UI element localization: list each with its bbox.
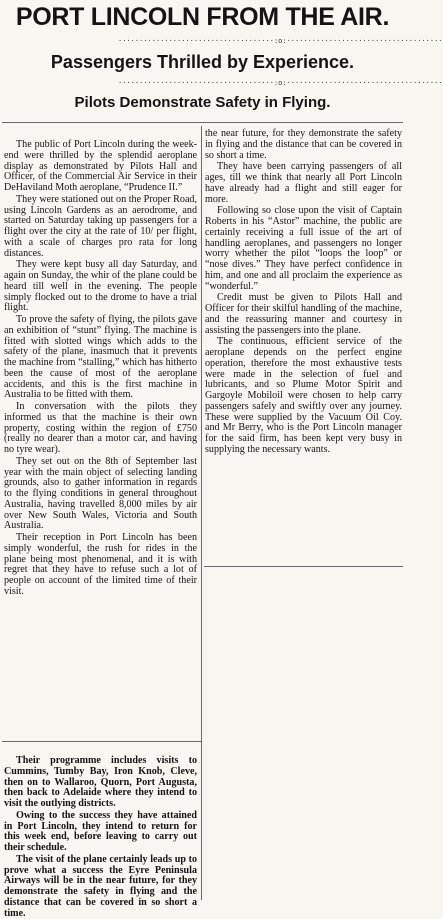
article-paragraph: Their programme includes visits to Cummins, Tumby Bay, Iron Knob, Cleve, then on to Wallaroo, Quorn, Port Augusta, then back to Adelaide where they intend to visit the outlying districts. bbox=[4, 755, 197, 809]
section-divider: ·····································:o:····································· bbox=[118, 37, 443, 45]
article-paragraph: the near future, for they demonstrate the safety in flying and the distance that can be covered in so short a time. bbox=[205, 128, 402, 161]
article-column-right bbox=[205, 129, 402, 559]
article-paragraph: Owing to the success they have attained in Port Lincoln, they intend to return for this week end, before leaving to carry out their schedule. bbox=[4, 809, 197, 853]
column-break-rule bbox=[2, 741, 201, 742]
article-paragraph: The continuous, efficient service of the aeroplane depends on the perfect engine operation, therefore the most exhaustive tests were made in the selection of fuel and lubricants, and so Plume Motor Spirit and Gargoyle Mobiloil were chosen to help carry passengers safely and swiftly over any journey. These were supplied by the Vacuum Oil Coy. and Mr Berry, who is the Port Lincoln manager for the said firm, has been kept very busy in supplying the necessary wants. bbox=[205, 336, 402, 455]
article-column-left bbox=[4, 140, 197, 730]
article-paragraph: They were kept busy all day Saturday, and again on Sunday, the whir of the plane could be heard till well in the evening. The people simply flocked out to the drome to have a trial flight. bbox=[4, 259, 197, 314]
article-paragraph: Following so close upon the visit of Captain Roberts in his “Astor” machine, the public are certainly receiving a full issue of the art of handling aeroplanes, and passengers no longer worry whether the pilot “loops the loop” or “nose dives.” They have perfect confidence in him, and one and all proclaim the experience as “wonderful.” bbox=[205, 205, 402, 292]
column-end-rule bbox=[204, 566, 403, 567]
article-paragraph: Their reception in Port Lincoln has been simply wonderful, the rush for rides in the plane being most phenomenal, and it is with regret that they have to refuse such a lot of people on account of the limited time of their visit. bbox=[4, 532, 197, 597]
article-paragraph: Credit must be given to Pilots Hall and Officer for their skilful handling of the machine, and the reassuring manner and courtesy in assisting the passengers into the plane. bbox=[205, 292, 402, 336]
article-lead bbox=[4, 140, 197, 314]
article-paragraph: In conversation with the pilots they informed us that the machine is their own property, costing within the region of £750 (really no dearer than a motor car, and having no tyre wear). bbox=[4, 401, 197, 455]
article-paragraph: They set out on the 8th of September last year with the main object of selecting landing grounds, also to gather information in regards to the flying conditions in general throughout Australia, having travelled 8,000 miles by air over New South Wales, Victoria and South Australia. bbox=[4, 455, 197, 532]
article-paragraph: The public of Port Lincoln during the week-end were thrilled by the splendid aeroplane display as demonstrated by Pilots Hall and Officer, of the Commercial Air Service in their DeHaviland Moth aeroplane, “Prudence II.” bbox=[4, 139, 197, 193]
subheadline-secondary: Pilots Demonstrate Safety in Flying. bbox=[74, 94, 331, 111]
article-paragraph: They were stationed out on the Proper Road, using Lincoln Gardens as an aerodrome, and started on Saturday taking up passengers for a flight over the city at the rate of 10/ per flight, with a scale of charges pro rata for long distances. bbox=[4, 193, 197, 259]
headline: PORT LINCOLN FROM THE AIR. bbox=[15, 3, 390, 31]
article-paragraph: To prove the safety of flying, the pilots gave an exhibition of “stunt” flying. The machine is fitted with slotted wings which adds to the safety of the plane, inasmuch that it prevents the machine from “stalling,” which has hitherto been the cause of most of the aeroplane accidents, and this is the first machine in Australia to be fitted with them. bbox=[4, 314, 197, 401]
column-top-rule bbox=[2, 122, 403, 123]
article-paragraph: The visit of the plane certainly leads up to prove what a success the Eyre Peninsula Airways will be in the near future, for they demonstrate the safety in flying and the distance that can be covered in so short a time. bbox=[4, 853, 197, 919]
section-divider: ·····································:o:····································· bbox=[118, 79, 443, 87]
subheadline: Passengers Thrilled by Experience. bbox=[50, 52, 355, 72]
article-column-left-bottom bbox=[4, 755, 197, 919]
column-rule bbox=[201, 126, 202, 900]
article-paragraph: They have been carrying passengers of all ages, till we think that nearly all Port Lincoln have already had a flight and still eager for more. bbox=[205, 161, 402, 205]
